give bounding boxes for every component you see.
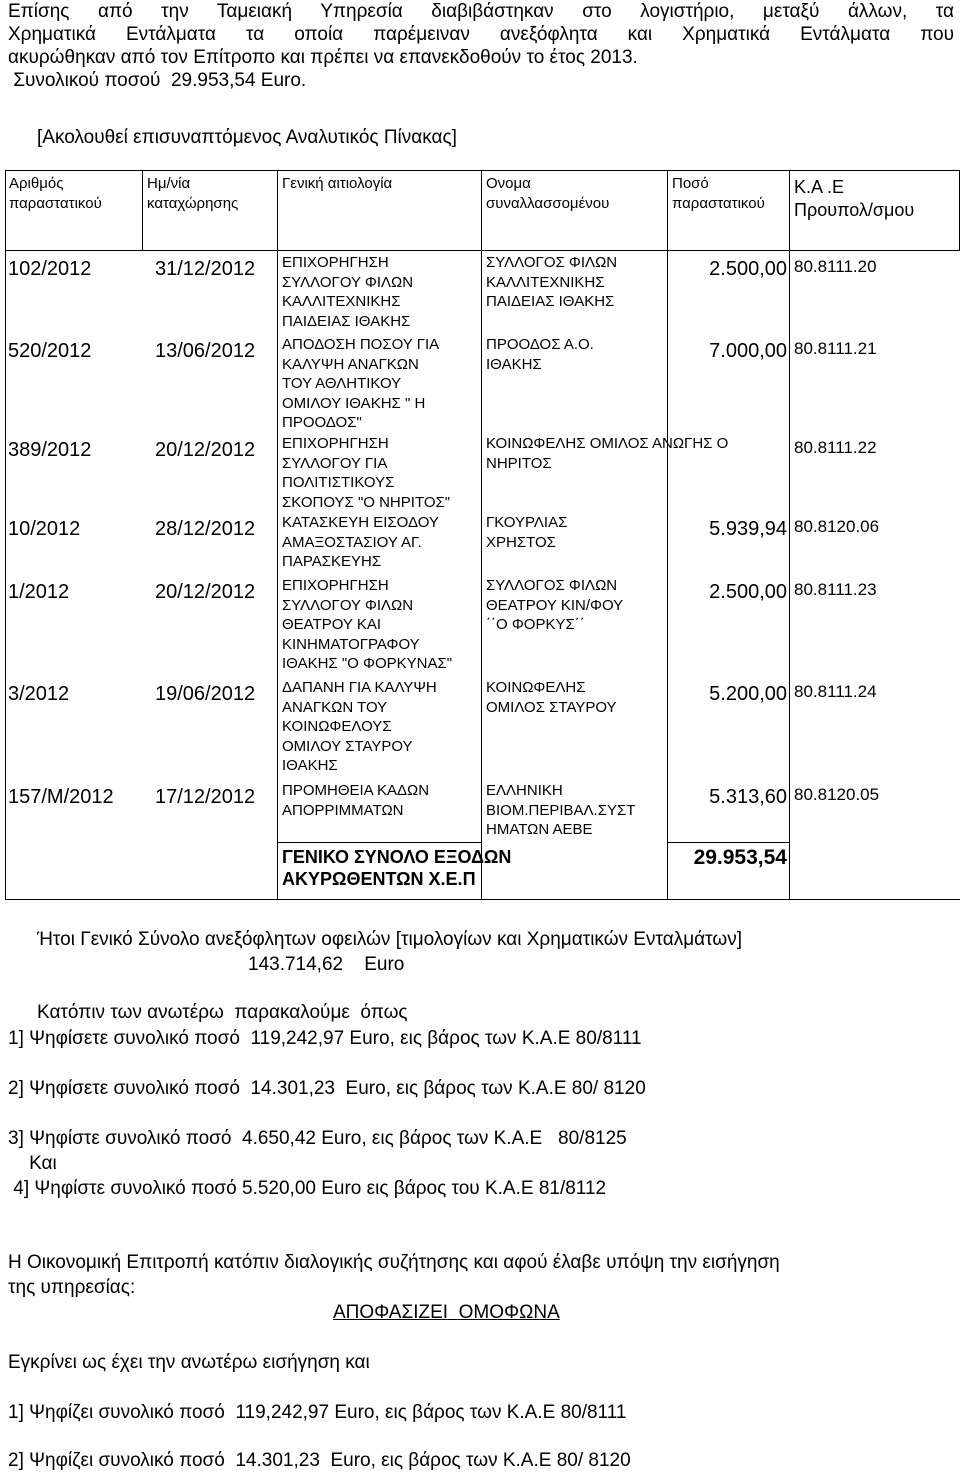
row-payee: [486, 678, 617, 717]
summary-item: 4] Ψηφίστε συνολικό ποσό 5.520,00 Euro εις βάρος του Κ.Α.Ε 81/8112: [8, 1178, 607, 1199]
row-payee: [486, 576, 623, 635]
decision-approves: Εγκρίνει ως έχει την ανωτέρω εισήγηση και: [8, 1352, 370, 1373]
row-payee-line: ΟΜΙΛΟΣ ΣΤΑΥΡΟΥ: [486, 698, 617, 716]
row-reason: [282, 434, 450, 512]
row-reason-line: ΠΑΡΑΣΚΕΥΗΣ: [282, 553, 382, 570]
row-number: 157/M/2012: [8, 786, 114, 808]
decision-text: Η Οικονομική Επιτροπή κατόπιν διαλογικής συζήτησης και αφού έλαβε υπόψη την εισήγηση: [8, 1252, 780, 1273]
row-ka: 80.8111.24: [794, 682, 877, 701]
row-payee-line: ΕΛΛΗΝΙΚΗ: [486, 782, 563, 799]
row-payee-line: ΗΜΑΤΩΝ ΑΕΒΕ: [486, 821, 593, 838]
row-date: 20/12/2012: [155, 581, 256, 603]
row-date: 19/06/2012: [155, 683, 256, 705]
row-ka: 80.8120.06: [794, 517, 880, 536]
row-date: 13/06/2012: [155, 340, 256, 362]
row-reason-line: ΣΥΛΛΟΓΟΥ ΦΙΛΩΝ: [282, 596, 414, 614]
row-ka: 80.8111.22: [794, 438, 877, 457]
row-reason: [282, 253, 413, 331]
row-payee-line: ΠΑΙΔΕΙΑΣ ΙΘΑΚΗΣ: [486, 293, 615, 310]
row-amount: 7.000,00: [709, 340, 787, 362]
row-payee-line: ΓΚΟΥΡΛΙΑΣ: [486, 514, 568, 531]
row-reason-line: ΚΙΝΗΜΑΤΟΓΡΑΦΟΥ: [282, 635, 420, 653]
row-payee-line: ΚΟΙΝΩΦΕΛΗΣ ΟΜΙΛΟΣ ΑΝΩΓΗΣ Ο: [486, 435, 729, 452]
row-reason: [282, 678, 437, 776]
row-payee-line: ΠΡΟΟΔΟΣ Α.Ο.: [486, 336, 594, 353]
decision-heading: ΑΠΟΦΑΣΙΖΕΙ ΟΜΟΦΩΝΑ: [333, 1302, 560, 1323]
header-amount: Ποσό παραστατικού: [672, 175, 765, 212]
row-date: 20/12/2012: [155, 439, 256, 461]
row-payee-line: ΙΘΑΚΗΣ: [486, 355, 542, 373]
decision-text: της υπηρεσίας:: [8, 1277, 136, 1298]
header-reason: Γενική αιτιολογία: [282, 175, 393, 192]
row-reason-line: ΟΜΙΛΟΥ ΣΤΑΥΡΟΥ: [282, 737, 413, 755]
row-amount: 5.939,94: [709, 518, 787, 540]
summary-item: 1] Ψηφίσετε συνολικό ποσό 119,242,97 Euro, εις βάρος των Κ.Α.Ε 80/8111: [8, 1028, 642, 1049]
row-reason-line: ΚΑΛΥΨΗ ΑΝΑΓΚΩΝ: [282, 355, 419, 373]
row-reason-line: ΣΥΛΛΟΓΟΥ ΦΙΛΩΝ: [282, 273, 414, 291]
row-amount: 2.500,00: [709, 258, 787, 280]
row-reason-line: ΑΠΟΡΡΙΜΜΑΤΩΝ: [282, 801, 404, 819]
row-reason-line: ΣΥΛΛΟΓΟΥ ΓΙΑ: [282, 454, 388, 472]
row-reason-line: ΕΠΙΧΟΡΗΓΗΣΗ: [282, 254, 389, 271]
row-ka: 80.8111.20: [794, 257, 877, 276]
row-payee: [486, 253, 617, 312]
row-reason-line: ΑΝΑΓΚΩΝ ΤΟΥ: [282, 698, 388, 716]
row-reason-line: ΚΑΤΑΣΚΕΥΗ ΕΙΣΟΔΟΥ: [282, 514, 439, 531]
row-payee: [486, 513, 567, 552]
row-amount: 2.500,00: [709, 581, 787, 603]
row-reason-line: ΑΜΑΞΟΣΤΑΣΙΟΥ ΑΓ.: [282, 533, 422, 551]
row-reason-line: ΣΚΟΠΟΥΣ "Ο ΝΗΡΙΤΟΣ": [282, 493, 451, 511]
row-reason-line: ΕΠΙΧΟΡΗΓΗΣΗ: [282, 435, 389, 452]
intro-total-line: Συνολικού ποσού 29.953,54 Euro.: [8, 70, 307, 91]
row-number: 3/2012: [8, 683, 70, 705]
row-ka: 80.8111.23: [794, 580, 877, 599]
summary-request: Κατόπιν των ανωτέρω παρακαλούμε όπως: [37, 1002, 408, 1023]
row-payee-line: ΘΕΑΤΡΟΥ ΚΙΝ/ΦΟΥ: [486, 596, 624, 614]
header-date: Ημ/νία καταχώρησης: [147, 175, 239, 212]
summary-item: Και: [8, 1153, 57, 1174]
row-reason-line: ΘΕΑΤΡΟΥ ΚΑΙ: [282, 616, 381, 633]
row-reason-line: ΔΑΠΑΝΗ ΓΙΑ ΚΑΛΥΨΗ: [282, 679, 437, 696]
intro-line: Επίσης από την Ταμειακή Υπηρεσία διαβιβάστηκαν στο λογιστήριο, μεταξύ άλλων, τα: [8, 1, 954, 22]
row-ka: 80.8120.05: [794, 785, 880, 804]
row-number: 10/2012: [8, 518, 81, 540]
row-reason: [282, 335, 439, 433]
decision-item: 2] Ψηφίζει συνολικό ποσό 14.301,23 Euro, εις βάρος των Κ.Α.Ε 80/ 8120: [8, 1450, 631, 1471]
row-date: 28/12/2012: [155, 518, 256, 540]
row-reason: [282, 781, 429, 820]
row-amount: 5.200,00: [709, 683, 787, 705]
row-number: 389/2012: [8, 439, 92, 461]
row-payee: [486, 434, 728, 473]
row-reason-line: ΟΜΙΛΟΥ ΙΘΑΚΗΣ " Η: [282, 394, 426, 412]
annex-note: [Ακολουθεί επισυναπτόμενος Αναλυτικός Πίνακας]: [37, 127, 457, 148]
total-label: ΓΕΝΙΚΟ ΣΥΝΟΛΟ ΕΞΟΔΩΝ ΑΚΥΡΩΘΕΝΤΩΝ Χ.Ε.Π: [282, 847, 512, 889]
intro-line: ακυρώθηκαν από τον Επίτροπο και πρέπει να επανεκδοθούν το έτος 2013.: [8, 47, 638, 68]
row-number: 102/2012: [8, 258, 92, 280]
intro-line: Χρηματικά Εντάλματα τα οποία παρέμειναν ανεξόφλητα και Χρηματικά Εντάλματα που: [8, 24, 954, 45]
expenses-table: [5, 170, 960, 900]
row-payee-line: ΒΙΟΜ.ΠΕΡΙΒΑΛ.ΣΥΣΤ: [486, 801, 636, 819]
row-payee-line: ΝΗΡΙΤΟΣ: [486, 454, 552, 472]
row-reason-line: ΠΑΙΔΕΙΑΣ ΙΘΑΚΗΣ: [282, 312, 411, 330]
row-amount: 5.313,60: [709, 786, 787, 808]
row-reason-line: ΤΟΥ ΑΘΛΗΤΙΚΟΥ: [282, 375, 402, 392]
row-reason: [282, 576, 452, 674]
row-payee-line: ΄΄Ο ΦΟΡΚΥΣ΄΄: [486, 616, 585, 633]
row-number: 520/2012: [8, 340, 92, 362]
row-reason-line: ΑΠΟΔΟΣΗ ΠΟΣΟΥ ΓΙΑ: [282, 336, 440, 353]
total-amount: 29.953,54: [693, 846, 787, 869]
row-payee-line: ΣΥΛΛΟΓΟΣ ΦΙΛΩΝ: [486, 254, 618, 271]
row-reason-line: ΠΟΛΙΤΙΣΤΙΚΟΥΣ: [282, 474, 395, 491]
row-date: 31/12/2012: [155, 258, 256, 280]
row-payee-line: ΚΟΙΝΩΦΕΛΗΣ: [486, 679, 586, 696]
row-payee-line: ΚΑΛΛΙΤΕΧΝΙΚΗΣ: [486, 273, 605, 291]
row-reason: [282, 513, 439, 572]
row-number: 1/2012: [8, 581, 70, 603]
row-reason-line: ΚΑΛΛΙΤΕΧΝΙΚΗΣ: [282, 293, 401, 310]
decision-item: 1] Ψηφίζει συνολικό ποσό 119,242,97 Euro, εις βάρος των Κ.Α.Ε 80/8111: [8, 1402, 627, 1423]
intro-paragraph: [8, 0, 954, 92]
header-ka: Κ.Α .Ε Προυπολ/σμου: [794, 177, 915, 220]
row-date: 17/12/2012: [155, 786, 256, 808]
row-reason-line: ΙΘΑΚΗΣ: [282, 757, 338, 774]
row-reason-line: ΕΠΙΧΟΡΗΓΗΣΗ: [282, 577, 389, 594]
row-ka: 80.8111.21: [794, 339, 877, 358]
row-reason-line: ΚΟΙΝΩΦΕΛΟΥΣ: [282, 718, 392, 735]
header-number: Αριθμός παραστατικού: [9, 175, 102, 212]
row-reason-line: ΙΘΑΚΗΣ "Ο ΦΟΡΚΥΝΑΣ": [282, 655, 453, 672]
header-payee: Ονομα συναλλασσομένου: [486, 175, 610, 212]
row-payee: [486, 781, 635, 840]
summary-item: 3] Ψηφίστε συνολικό ποσό 4.650,42 Euro, εις βάρος των Κ.Α.Ε 80/8125: [8, 1128, 627, 1149]
row-payee-line: ΧΡΗΣΤΟΣ: [486, 533, 556, 551]
row-reason-line: ΠΡΟΜΗΘΕΙΑ ΚΑΔΩΝ: [282, 782, 430, 799]
row-reason-line: ΠΡΟΟΔΟΣ": [282, 414, 362, 431]
row-payee: [486, 335, 594, 374]
summary-total: 143.714,62 Euro: [248, 954, 405, 975]
summary-item: 2] Ψηφίσετε συνολικό ποσό 14.301,23 Euro, εις βάρος των Κ.Α.Ε 80/ 8120: [8, 1078, 646, 1099]
summary-line: Ήτοι Γενικό Σύνολο ανεξόφλητων οφειλών [τιμολογίων και Χρηματικών Ενταλμάτων]: [37, 929, 742, 950]
row-payee-line: ΣΥΛΛΟΓΟΣ ΦΙΛΩΝ: [486, 577, 618, 594]
